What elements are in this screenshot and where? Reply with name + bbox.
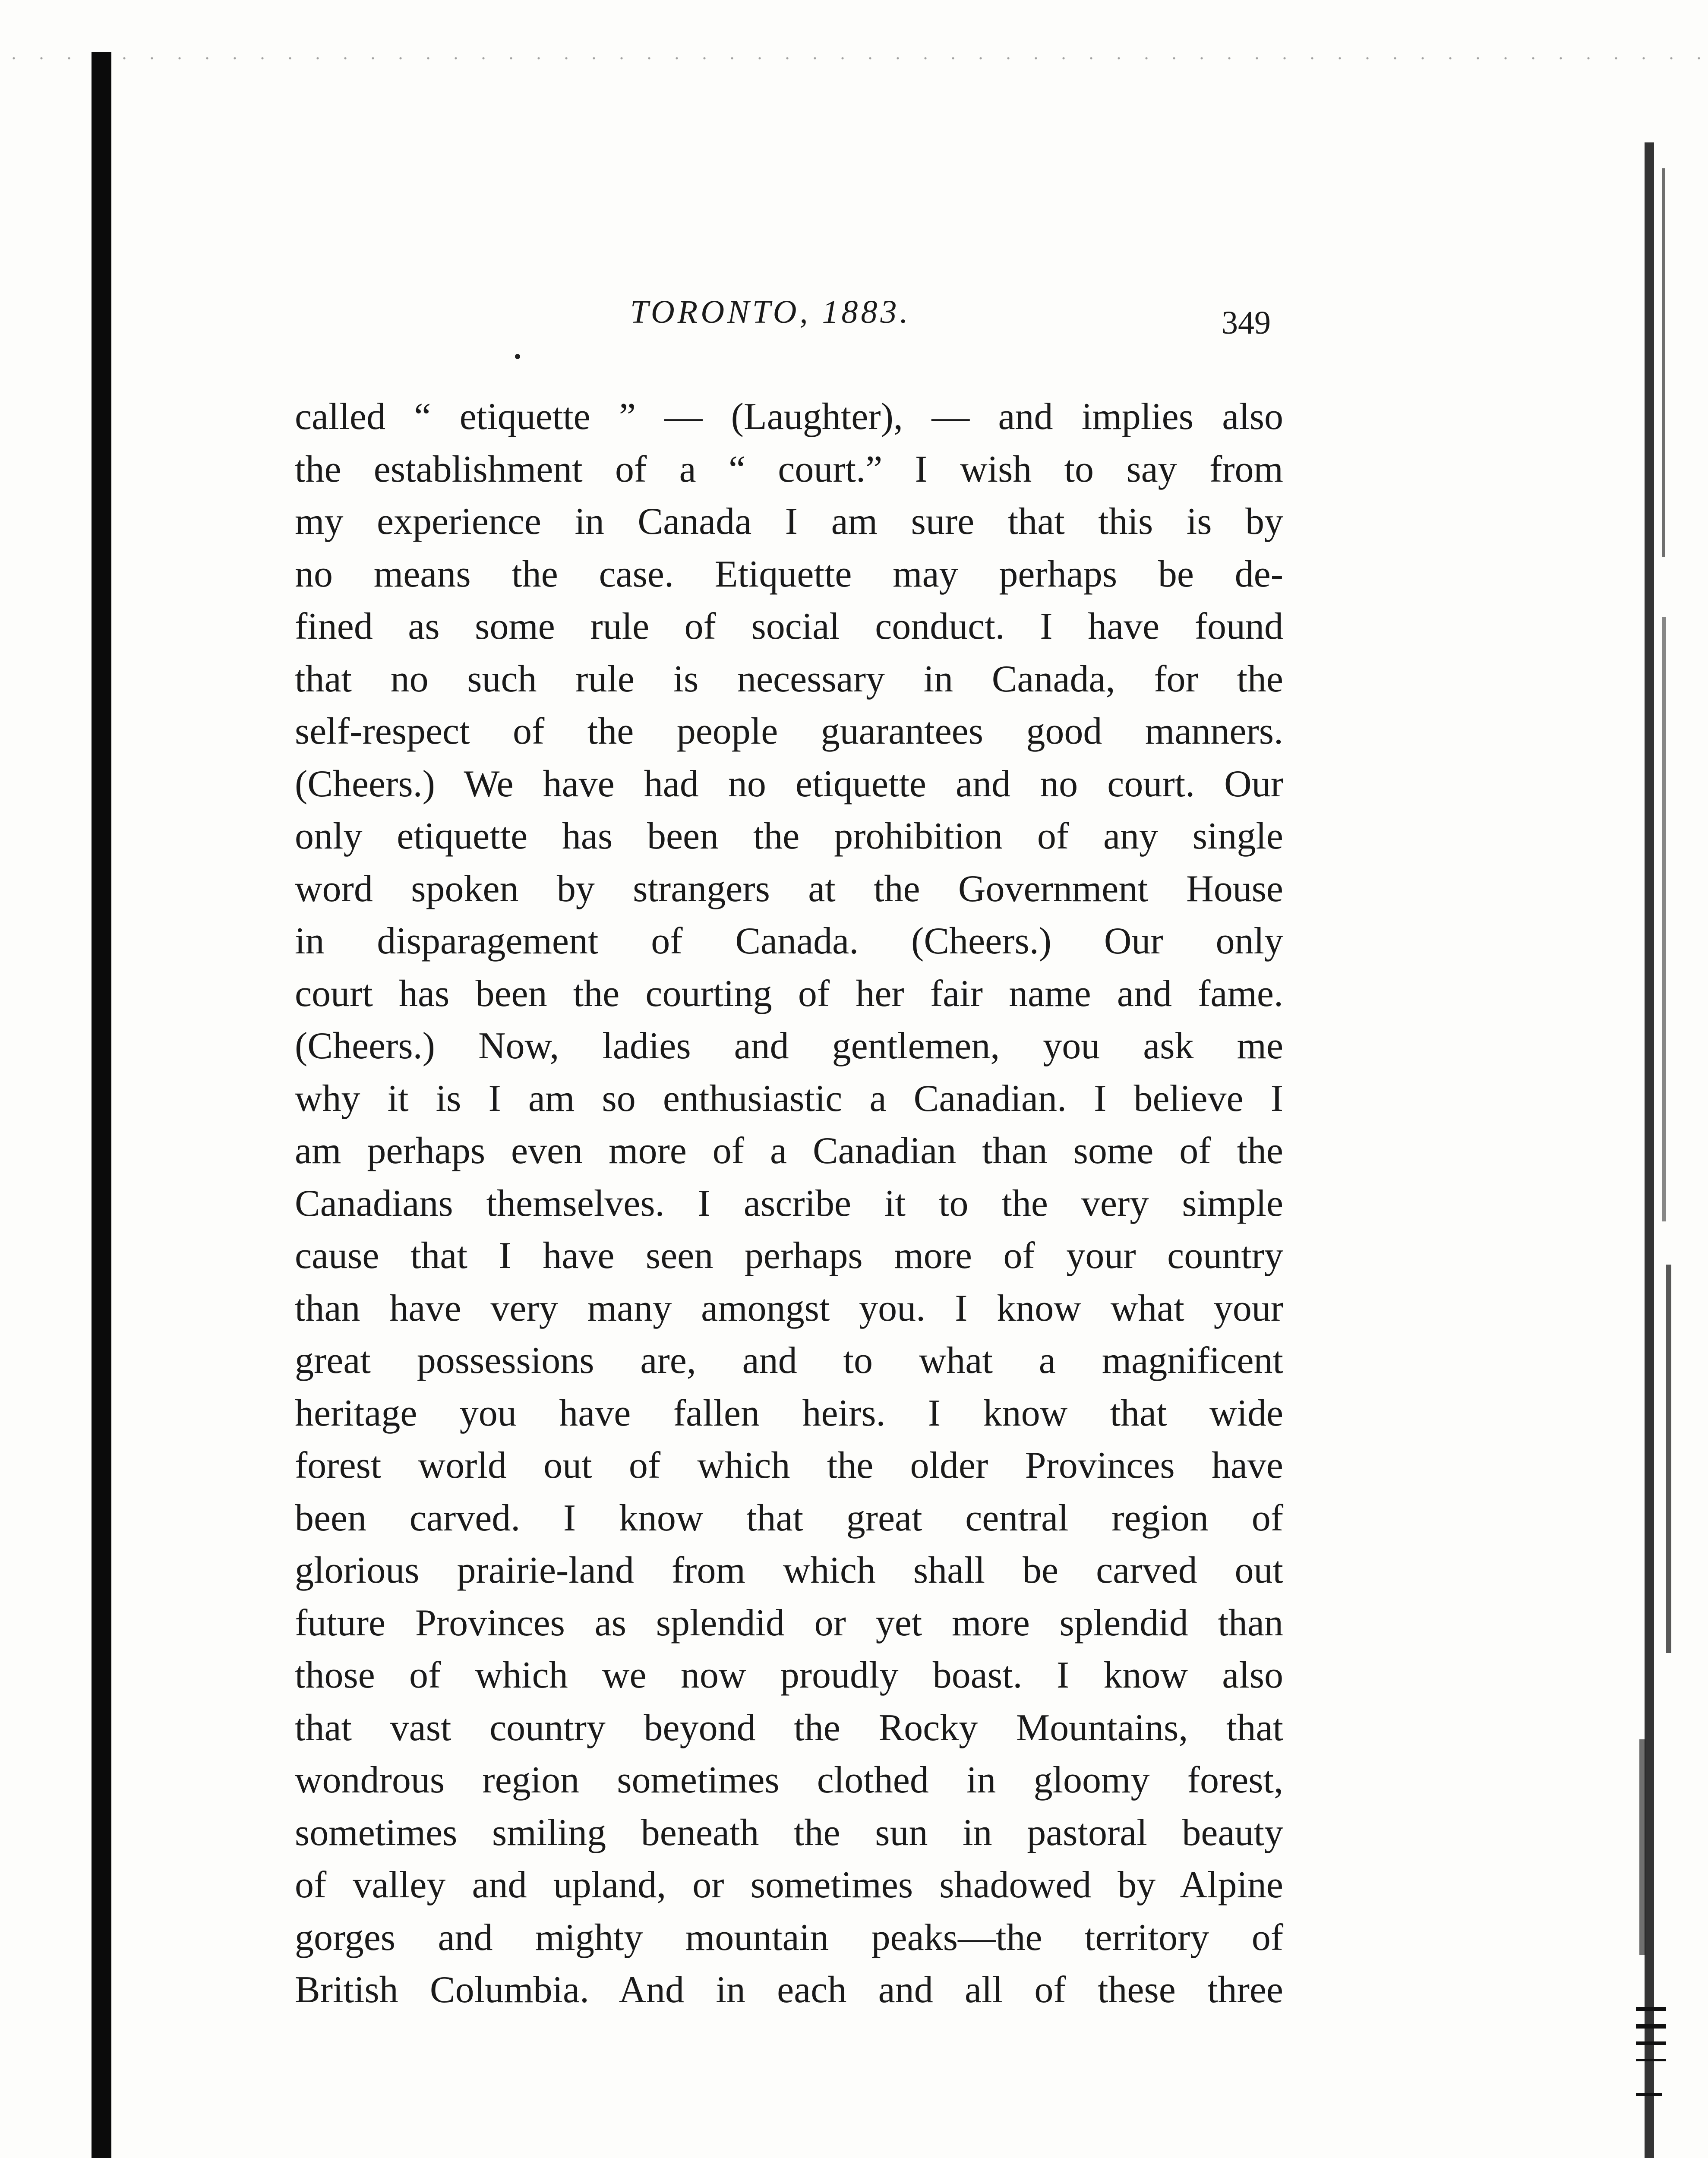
text-line: than have very many amongst you. I know what your [295,1287,1283,1329]
running-head: TORONTO, 1883. [630,294,911,330]
text-line: no means the case. Etiquette may perhaps be de- [295,553,1283,595]
text-line: wondrous region sometimes clothed in gloomy forest, [295,1759,1283,1801]
text-line: future Provinces as splendid or yet more splendid than [295,1602,1283,1644]
text-line: court has been the courting of her fair name and fame. [295,972,1283,1015]
body-text [295,391,1283,2016]
page-edge-artifacts [1636,142,1683,2158]
text-line: cause that I have seen perhaps more of your country [295,1235,1283,1277]
text-line: British Columbia. And in each and all of these three [295,1969,1283,2011]
text-line: sometimes smiling beneath the sun in pastoral beauty [295,1811,1283,1854]
text-line: forest world out of which the older Provinces have [295,1445,1283,1486]
text-line: great possessions are, and to what a magnificent [295,1340,1283,1382]
text-line: the establishment of a “ court.” I wish to say from [295,448,1283,490]
text-line: self-respect of the people guarantees good manners. [295,710,1283,752]
text-line: heritage you have fallen heirs. I know that wide [295,1392,1283,1434]
text-line: called “ etiquette ” — (Laughter), — and implies also [295,396,1283,438]
text-line: that no such rule is necessary in Canada, for the [295,658,1283,700]
text-line: those of which we now proudly boast. I know also [295,1654,1283,1696]
text-line: been carved. I know that great central region of [295,1497,1283,1539]
text-line: Canadians themselves. I ascribe it to the very simple [295,1182,1283,1224]
text-line: am perhaps even more of a Canadian than some of the [295,1130,1283,1172]
text-line: word spoken by strangers at the Government House [295,868,1283,910]
page-number: 349 [1222,305,1271,341]
text-line: that vast country beyond the Rocky Mountains, that [295,1707,1283,1749]
text-line: (Cheers.) We have had no etiquette and no court. Our [295,763,1283,805]
text-line: fined as some rule of social conduct. I have found [295,606,1283,647]
text-line: (Cheers.) Now, ladies and gentlemen, you ask me [295,1025,1283,1067]
ink-dot [515,354,520,359]
text-line: gorges and mighty mountain peaks—the territory of [295,1916,1283,1959]
text-line: of valley and upland, or sometimes shadowed by Alpine [295,1864,1283,1906]
scan-edge-specks [0,52,1708,65]
text-line: in disparagement of Canada. (Cheers.) Our only [295,920,1283,962]
text-line: glorious prairie-land from which shall be carved out [295,1549,1283,1591]
binding-shadow [92,52,111,2158]
text-line: only etiquette has been the prohibition of any single [295,815,1283,857]
text-line: why it is I am so enthusiastic a Canadian. I believe I [295,1077,1283,1120]
text-line: my experience in Canada I am sure that this is by [295,501,1283,543]
